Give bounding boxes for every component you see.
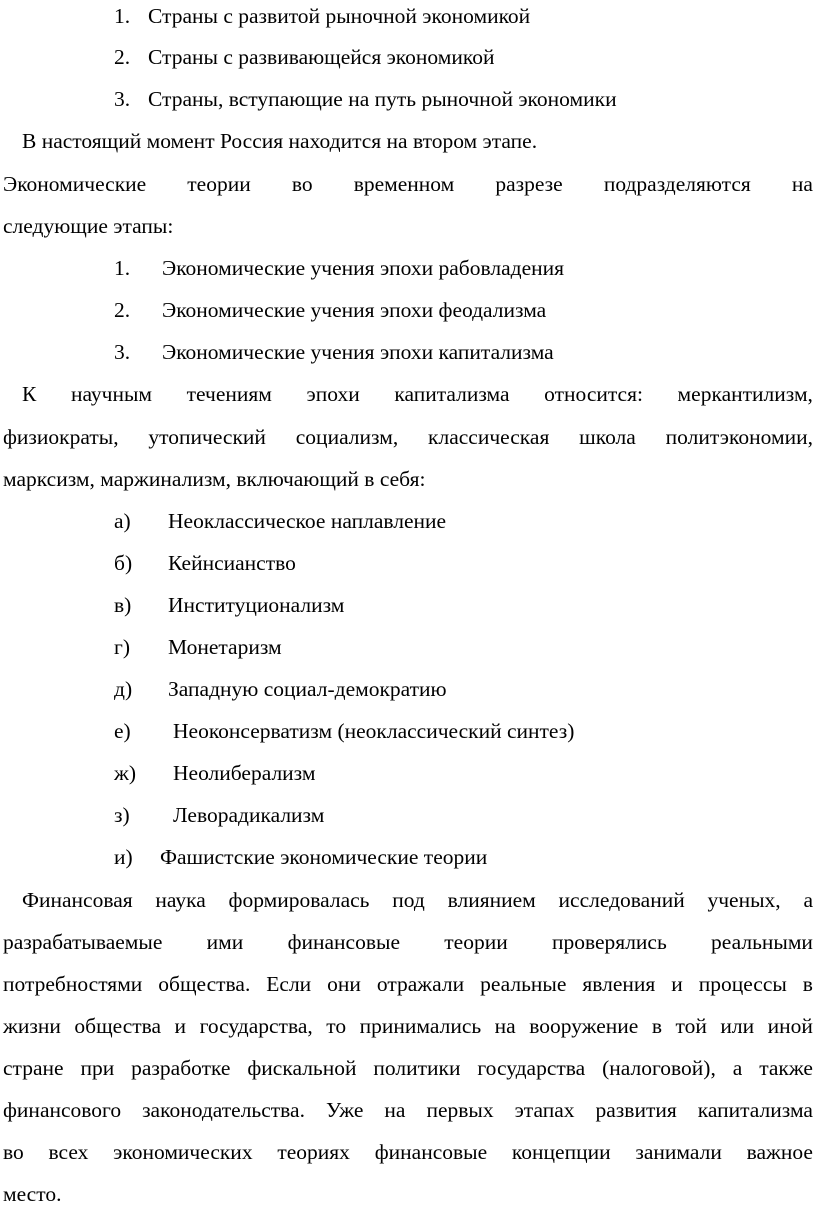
list3-item-d-text: Западную социал-демократию: [168, 677, 447, 701]
paragraph-finance-line-7: во всех экономических теориях финансовые концепции занимали важное: [3, 1140, 813, 1164]
list2-item-2-text: Экономические учения эпохи феодализма: [162, 298, 547, 322]
list2-item-3-number: 3.: [114, 340, 131, 364]
list2-item-3-text: Экономические учения эпохи капитализма: [162, 340, 554, 364]
paragraph-finance-line-2: разрабатываемые ими финансовые теории проверялись реальными: [3, 930, 813, 954]
list1-item-2-number: 2.: [114, 45, 131, 69]
paragraph-russia: В настоящий момент Россия находится на втором этапе.: [22, 129, 538, 153]
list3-item-a-letter: а): [114, 509, 131, 533]
list3-item-i-text: Фашистские экономические теории: [160, 845, 488, 869]
list2-item-1-number: 1.: [114, 256, 131, 280]
list3-item-v-text: Институционализм: [168, 593, 345, 617]
list2-item-1-text: Экономические учения эпохи рабовладения: [162, 256, 565, 280]
paragraph-finance-line-1: Финансовая наука формировалась под влиянием исследований ученых, а: [22, 888, 813, 912]
paragraph-finance-line-3: потребностями общества. Если они отражали реальные явления и процессы в: [3, 972, 813, 996]
list3-item-i-letter: и): [114, 845, 133, 869]
list3-item-zh-letter: ж): [114, 761, 137, 785]
list3-item-e-letter: е): [114, 719, 131, 743]
paragraph-finance-line-4: жизни общества и государства, то принимались на вооружение в той или иной: [3, 1014, 813, 1038]
paragraph-finance-line-6: финансового законодательства. Уже на первых этапах развития капитализма: [3, 1098, 813, 1122]
list3-item-b-text: Кейнсианство: [168, 551, 296, 575]
list3-item-a-text: Неоклассическое наплавление: [168, 509, 447, 533]
list3-item-e-text: Неоконсерватизм (неоклассический синтез): [173, 719, 575, 743]
list1-item-1-number: 1.: [114, 4, 131, 28]
list2-item-2-number: 2.: [114, 298, 131, 322]
paragraph-finance-line-5: стране при разработке фискальной политики государства (налоговой), а также: [3, 1056, 813, 1080]
paragraph-capitalism-line-2: физиократы, утопический социализм, классическая школа политэкономии,: [3, 425, 813, 449]
paragraph-capitalism-line-3: марксизм, маржинализм, включающий в себя:: [3, 467, 426, 491]
list3-item-b-letter: б): [114, 551, 133, 575]
list3-item-z-letter: з): [114, 803, 130, 827]
list3-item-zh-text: Неолиберализм: [173, 761, 316, 785]
list3-item-g-letter: г): [114, 635, 130, 659]
list3-item-d-letter: д): [114, 677, 133, 701]
list1-item-3-text: Страны, вступающие на путь рыночной экономики: [148, 87, 617, 111]
list1-item-3-number: 3.: [114, 87, 131, 111]
paragraph-finance-line-8: место.: [3, 1182, 62, 1206]
list3-item-v-letter: в): [114, 593, 132, 617]
list3-item-z-text: Леворадикализм: [173, 803, 325, 827]
paragraph-capitalism-line-1: К научным течениям эпохи капитализма относится: меркантилизм,: [22, 382, 813, 406]
paragraph-theories-line-1: Экономические теории во временном разрезе подразделяются на: [3, 172, 813, 196]
list1-item-1-text: Страны с развитой рыночной экономикой: [148, 4, 531, 28]
paragraph-theories-line-2: следующие этапы:: [3, 214, 174, 238]
list1-item-2-text: Страны с развивающейся экономикой: [148, 45, 495, 69]
list3-item-g-text: Монетаризм: [168, 635, 282, 659]
